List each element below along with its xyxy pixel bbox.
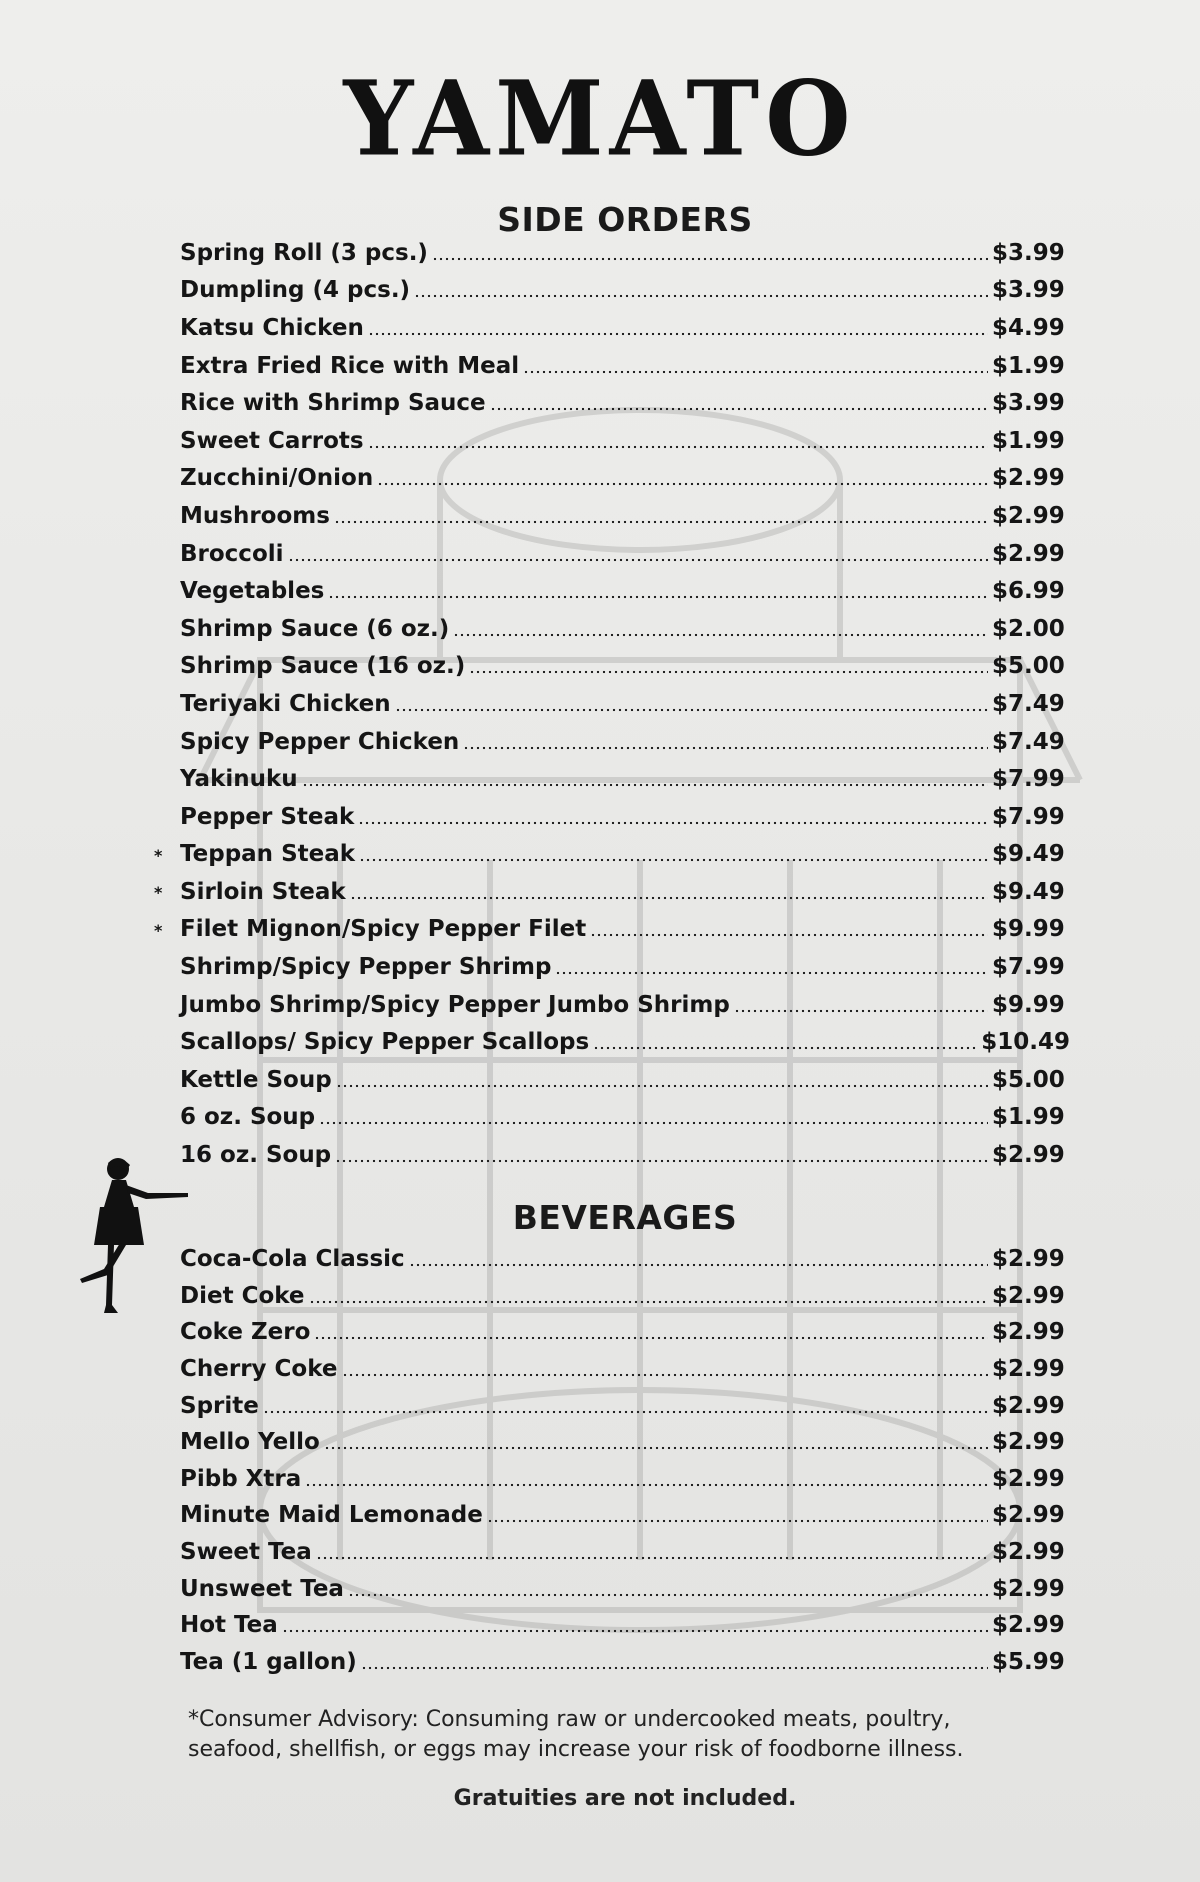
list-item (180, 986, 1070, 1024)
dot-leader (282, 1616, 988, 1634)
item-price: $5.00 (992, 1066, 1065, 1093)
dot-leader (395, 695, 988, 713)
list-item (154, 836, 1070, 874)
item-name: Zucchini/Onion (180, 465, 374, 492)
item-price: $2.99 (992, 1539, 1065, 1566)
dot-leader (523, 357, 988, 375)
list-item (180, 1461, 1070, 1498)
item-price: $1.99 (992, 352, 1065, 379)
dot-leader (302, 770, 988, 788)
dot-leader (734, 996, 988, 1014)
list-item (154, 873, 1070, 911)
item-price: $2.99 (992, 1612, 1065, 1639)
dot-leader (309, 1287, 988, 1305)
item-price: $2.99 (992, 1429, 1065, 1456)
dot-leader (314, 1323, 988, 1341)
dot-leader (361, 1653, 988, 1671)
item-name: Hot Tea (180, 1612, 278, 1639)
list-item (180, 1570, 1070, 1607)
consumer-advisory: *Consumer Advisory: Consuming raw or undercooked meats, poultry, seafood, shellfish, or eggs may increase your risk of foodborne illness. (188, 1707, 964, 1762)
item-price: $3.99 (992, 390, 1065, 417)
list-item (180, 760, 1070, 798)
item-name: Broccoli (180, 540, 284, 567)
item-name: Katsu Chicken (180, 314, 364, 341)
dot-leader (335, 1146, 988, 1164)
item-price: $2.99 (992, 1246, 1065, 1273)
list-item (180, 1136, 1070, 1174)
item-name: Spicy Pepper Chicken (180, 728, 460, 755)
item-name: Sweet Tea (180, 1539, 312, 1566)
list-item (180, 1099, 1070, 1137)
list-item (180, 1644, 1070, 1681)
item-name: Cherry Coke (180, 1356, 338, 1383)
item-price: $5.00 (992, 653, 1065, 680)
item-price: $2.99 (992, 1319, 1065, 1346)
dot-leader (359, 845, 988, 863)
dot-leader (348, 1580, 988, 1598)
list-item (180, 234, 1070, 272)
item-price: $2.99 (992, 1142, 1065, 1169)
item-name: Teriyaki Chicken (180, 690, 391, 717)
item-name: Sirloin Steak (180, 878, 346, 905)
item-name: Shrimp Sauce (16 oz.) (180, 653, 466, 680)
item-name: Pibb Xtra (180, 1465, 302, 1492)
item-price: $7.99 (992, 954, 1065, 981)
list-item (180, 948, 1070, 986)
list-item (180, 1314, 1070, 1351)
item-price: $7.49 (992, 690, 1065, 717)
item-name: Vegetables (180, 578, 325, 605)
item-price: $2.99 (992, 1356, 1065, 1383)
dot-leader (377, 469, 988, 487)
list-item (180, 572, 1070, 610)
item-price: $10.49 (981, 1029, 1070, 1056)
list-item (180, 1497, 1070, 1534)
item-price: $7.99 (992, 766, 1065, 793)
list-item (180, 1278, 1070, 1315)
dot-leader (368, 319, 988, 337)
item-price: $2.99 (992, 1392, 1065, 1419)
item-name: Rice with Shrimp Sauce (180, 390, 486, 417)
item-price: $2.99 (992, 502, 1065, 529)
list-item (180, 384, 1070, 422)
item-price: $2.99 (992, 465, 1065, 492)
side-orders-list (154, 234, 1070, 1174)
item-name: Mushrooms (180, 502, 330, 529)
item-price: $2.99 (992, 1465, 1065, 1492)
dot-leader (368, 432, 988, 450)
item-name: Scallops/ Spicy Pepper Scallops (180, 1029, 590, 1056)
list-item (180, 1023, 1070, 1061)
dot-leader (350, 883, 988, 901)
raw-advisory-star: * (154, 920, 163, 940)
beverages-heading: BEVERAGES (512, 1198, 738, 1237)
item-price: $9.99 (992, 916, 1065, 943)
raw-advisory-star: * (154, 883, 163, 903)
dot-leader (432, 244, 988, 262)
list-item (180, 272, 1070, 310)
item-price: $4.99 (992, 314, 1065, 341)
item-name: Unsweet Tea (180, 1575, 344, 1602)
list-item (180, 610, 1070, 648)
list-item (180, 1387, 1070, 1424)
item-price: $2.99 (992, 1575, 1065, 1602)
list-item (180, 1424, 1070, 1461)
raw-advisory-star: * (154, 845, 163, 865)
item-name: 6 oz. Soup (180, 1104, 316, 1131)
dot-leader (336, 1071, 988, 1089)
item-price: $2.99 (992, 1282, 1065, 1309)
restaurant-title: YAMATO (343, 59, 857, 180)
item-price: $1.99 (992, 1104, 1065, 1131)
dot-leader (334, 507, 988, 525)
beverages-list (180, 1241, 1070, 1680)
list-item (180, 1607, 1070, 1644)
list-item (180, 422, 1070, 460)
item-price: $3.99 (992, 239, 1065, 266)
item-price: $3.99 (992, 277, 1065, 304)
list-item (180, 460, 1070, 498)
item-price: $9.49 (992, 878, 1065, 905)
item-name: Teppan Steak (180, 841, 356, 868)
dot-leader (409, 1250, 988, 1268)
gratuity-note: Gratuities are not included. (453, 1786, 797, 1811)
item-price: $2.99 (992, 540, 1065, 567)
item-name: Yakinuku (180, 766, 298, 793)
item-name: Filet Mignon/Spicy Pepper Filet (180, 916, 587, 943)
item-name: Coke Zero (180, 1319, 311, 1346)
list-item (180, 1241, 1070, 1278)
item-name: Spring Roll (3 pcs.) (180, 239, 428, 266)
item-name: Extra Fried Rice with Meal (180, 352, 520, 379)
item-name: Tea (1 gallon) (180, 1648, 357, 1675)
dot-leader (263, 1397, 988, 1415)
item-name: Mello Yello (180, 1429, 320, 1456)
dot-leader (414, 281, 988, 299)
item-price: $7.49 (992, 728, 1065, 755)
item-price: $1.99 (992, 427, 1065, 454)
item-name: Coca-Cola Classic (180, 1246, 405, 1273)
dot-leader (590, 920, 988, 938)
dot-leader (324, 1433, 988, 1451)
dot-leader (490, 394, 988, 412)
item-name: Pepper Steak (180, 803, 355, 830)
item-name: Dumpling (4 pcs.) (180, 277, 411, 304)
list-item (180, 685, 1070, 723)
list-item (180, 309, 1070, 347)
list-item (154, 911, 1070, 949)
dot-leader (342, 1360, 989, 1378)
item-price: $7.99 (992, 803, 1065, 830)
item-name: Sweet Carrots (180, 427, 364, 454)
item-price: $9.49 (992, 841, 1065, 868)
list-item (180, 1061, 1070, 1099)
dot-leader (328, 582, 988, 600)
dot-leader (555, 958, 988, 976)
list-item (180, 535, 1070, 573)
dot-leader (469, 657, 988, 675)
dot-leader (305, 1470, 988, 1488)
list-item (180, 347, 1070, 385)
dot-leader (358, 808, 988, 826)
item-name: Diet Coke (180, 1282, 305, 1309)
item-price: $2.00 (992, 615, 1065, 642)
item-name: 16 oz. Soup (180, 1142, 332, 1169)
item-name: Minute Maid Lemonade (180, 1502, 483, 1529)
list-item (180, 497, 1070, 535)
item-price: $5.99 (992, 1648, 1065, 1675)
dot-leader (288, 545, 988, 563)
dot-leader (319, 1108, 988, 1126)
item-name: Sprite (180, 1392, 259, 1419)
dot-leader (316, 1543, 988, 1561)
side-orders-heading: SIDE ORDERS (497, 200, 753, 239)
list-item (180, 648, 1070, 686)
list-item (180, 798, 1070, 836)
list-item (180, 723, 1070, 761)
item-price: $6.99 (992, 578, 1065, 605)
item-name: Shrimp/Spicy Pepper Shrimp (180, 954, 552, 981)
list-item (180, 1534, 1070, 1571)
item-name: Kettle Soup (180, 1066, 332, 1093)
item-name: Jumbo Shrimp/Spicy Pepper Jumbo Shrimp (180, 991, 730, 1018)
dot-leader (453, 620, 988, 638)
item-price: $2.99 (992, 1502, 1065, 1529)
item-price: $9.99 (992, 991, 1065, 1018)
item-name: Shrimp Sauce (6 oz.) (180, 615, 450, 642)
dot-leader (593, 1033, 977, 1051)
list-item (180, 1351, 1070, 1388)
dot-leader (463, 733, 988, 751)
dot-leader (487, 1506, 988, 1524)
